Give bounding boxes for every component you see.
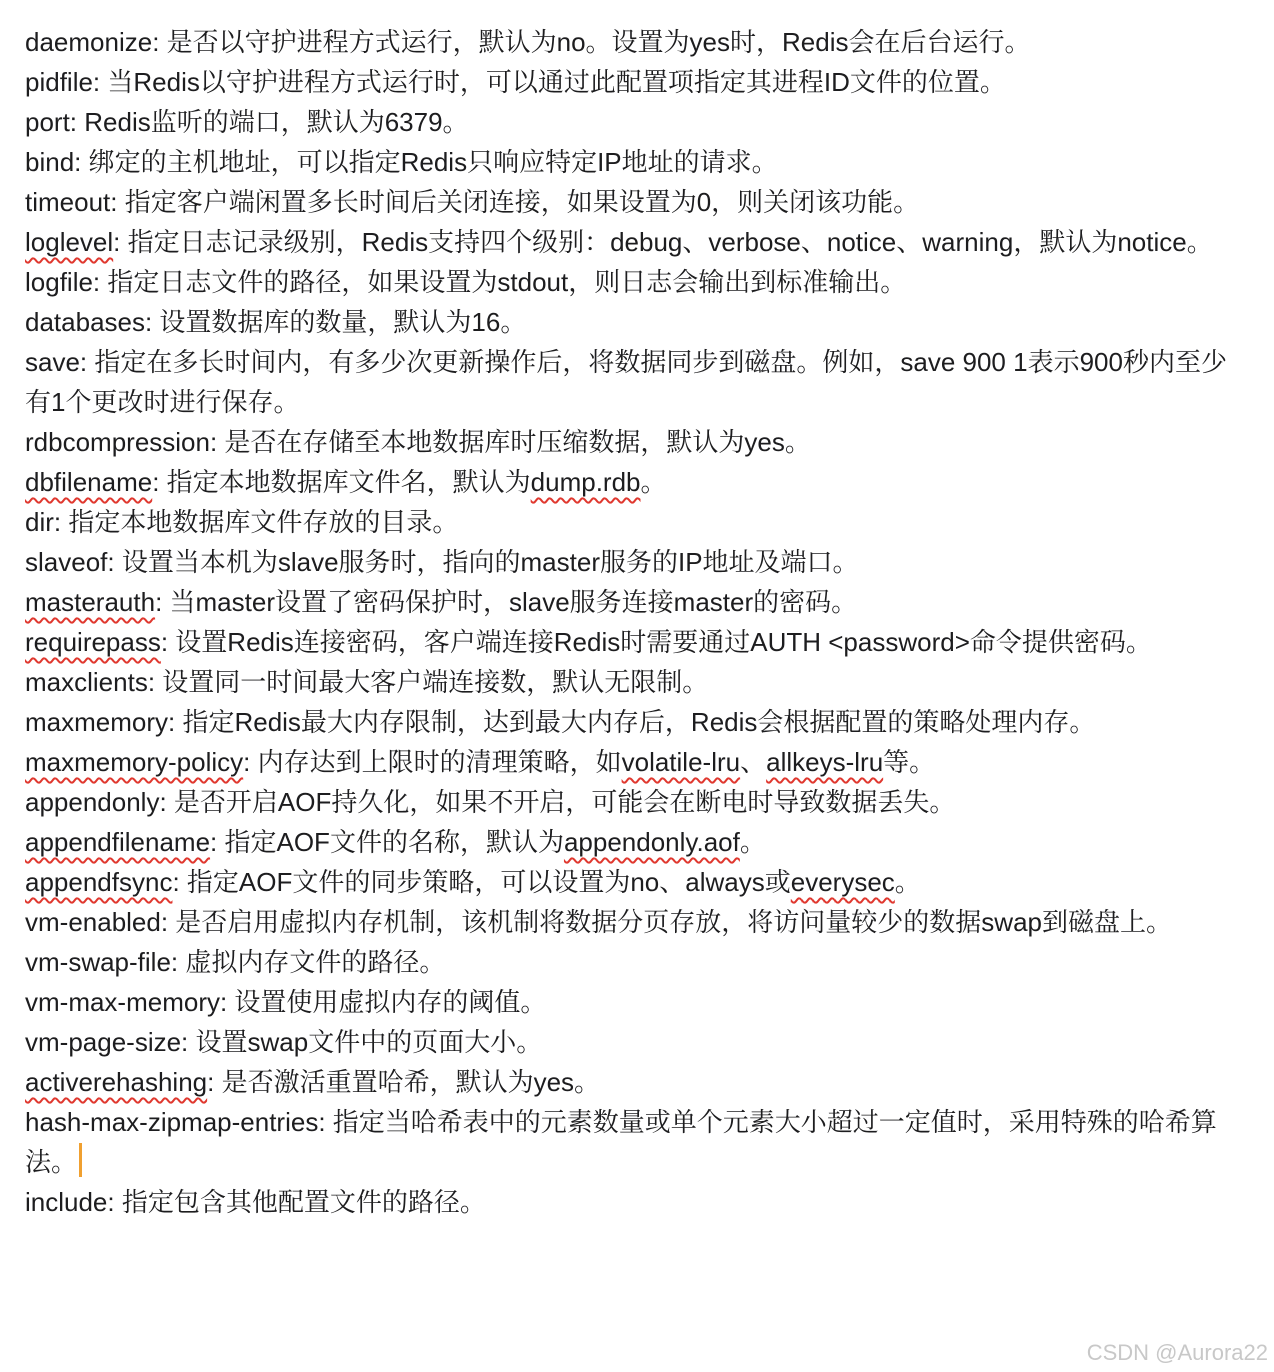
text-line [25, 302, 1230, 342]
text-segment: : 是否激活重置哈希，默认为yes。 [207, 1067, 601, 1097]
text-segment: save: 指定在多长时间内，有多少次更新操作后，将数据同步到磁盘。例如，save 900 1表示900秒内至少有1个更改时进行保存。 [25, 347, 1227, 417]
spellcheck-flagged-word: requirepass [25, 627, 161, 657]
text-segment: hash-max-zipmap-entries: 指定当哈希表中的元素数量或单个元素大小超过一定值时，采用特殊的哈希算法。 [25, 1107, 1217, 1177]
spellcheck-flagged-word: everysec [790, 867, 895, 897]
text-line [25, 622, 1230, 662]
text-segment: daemonize: 是否以守护进程方式运行，默认为no。设置为yes时，Redis会在后台运行。 [25, 27, 1031, 57]
text-segment: : 指定AOF文件的名称，默认为 [210, 827, 564, 857]
text-segment: rdbcompression: 是否在存储至本地数据库时压缩数据，默认为yes。 [25, 427, 811, 457]
text-line [25, 1022, 1230, 1062]
text-line [25, 1062, 1230, 1102]
spellcheck-flagged-word: appendfsync [25, 867, 173, 897]
text-line [25, 62, 1230, 102]
text-segment: vm-enabled: 是否启用虚拟内存机制，该机制将数据分页存放，将访问量较少的数据swap到磁盘上。 [25, 907, 1172, 937]
text-line [25, 462, 1230, 502]
text-line [25, 782, 1230, 822]
text-line [25, 942, 1230, 982]
text-line [25, 742, 1230, 782]
text-segment: maxmemory: 指定Redis最大内存限制，达到最大内存后，Redis会根据配置的策略处理内存。 [25, 707, 1096, 737]
text-line [25, 502, 1230, 542]
text-line [25, 702, 1230, 742]
text-segment: : 指定本地数据库文件名，默认为 [152, 467, 531, 497]
text-line [25, 862, 1230, 902]
text-line [25, 1182, 1230, 1222]
text-segment: databases: 设置数据库的数量，默认为16。 [25, 307, 527, 337]
text-segment: port: Redis监听的端口，默认为6379。 [25, 107, 469, 137]
text-segment: 、 [740, 747, 767, 777]
text-line [25, 222, 1230, 262]
text-line [25, 542, 1230, 582]
document-body[interactable] [25, 22, 1230, 1222]
spellcheck-flagged-word: appendfilename [25, 827, 211, 857]
text-segment: 等。 [883, 747, 936, 777]
text-line [25, 102, 1230, 142]
spellcheck-flagged-word: dbfilename [25, 467, 153, 497]
text-segment: : 指定日志记录级别，Redis支持四个级别：debug、verbose、notice、warning，默认为notice。 [113, 227, 1213, 257]
watermark: CSDN @Aurora22 [1086, 1340, 1268, 1365]
spellcheck-flagged-word: activerehashing [25, 1067, 208, 1097]
text-segment: : 指定AOF文件的同步策略，可以设置为no、always或 [172, 867, 791, 897]
text-segment: vm-swap-file: 虚拟内存文件的路径。 [25, 947, 446, 977]
text-segment: timeout: 指定客户端闲置多长时间后关闭连接，如果设置为0，则关闭该功能。 [25, 187, 920, 217]
spellcheck-flagged-word: loglevel [25, 227, 114, 257]
text-segment: include: 指定包含其他配置文件的路径。 [25, 1187, 486, 1217]
text-line [25, 1102, 1230, 1182]
text-segment: : 内存达到上限时的清理策略，如 [243, 747, 622, 777]
text-segment: : 设置Redis连接密码，客户端连接Redis时需要通过AUTH <password>命令提供密码。 [160, 627, 1152, 657]
spellcheck-flagged-word: appendonly.aof [563, 827, 740, 857]
text-line [25, 342, 1230, 422]
text-line [25, 422, 1230, 462]
text-segment: vm-max-memory: 设置使用虚拟内存的阈值。 [25, 987, 547, 1017]
text-line [25, 662, 1230, 702]
text-line [25, 982, 1230, 1022]
text-segment: appendonly: 是否开启AOF持久化，如果不开启，可能会在断电时导致数据丢失。 [25, 787, 956, 817]
text-cursor [79, 1143, 82, 1177]
spellcheck-flagged-word: masterauth [25, 587, 156, 617]
spellcheck-flagged-word: volatile-lru [621, 747, 741, 777]
text-segment: vm-page-size: 设置swap文件中的页面大小。 [25, 1027, 543, 1057]
text-line [25, 142, 1230, 182]
text-segment: 。 [640, 467, 667, 497]
spellcheck-flagged-word: allkeys-lru [766, 747, 884, 777]
text-segment: 。 [739, 827, 766, 857]
text-segment: maxclients: 设置同一时间最大客户端连接数，默认无限制。 [25, 667, 709, 697]
text-segment: logfile: 指定日志文件的路径，如果设置为stdout，则日志会输出到标准输出。 [25, 267, 907, 297]
text-line [25, 22, 1230, 62]
text-segment: 。 [894, 867, 921, 897]
text-line [25, 902, 1230, 942]
text-segment: dir: 指定本地数据库文件存放的目录。 [25, 507, 459, 537]
spellcheck-flagged-word: dump.rdb [530, 467, 641, 497]
text-line [25, 182, 1230, 222]
text-segment: bind: 绑定的主机地址，可以指定Redis只响应特定IP地址的请求。 [25, 147, 778, 177]
text-segment: slaveof: 设置当本机为slave服务时，指向的master服务的IP地址及端口。 [25, 547, 859, 577]
text-segment: pidfile: 当Redis以守护进程方式运行时，可以通过此配置项指定其进程ID文件的位置。 [25, 67, 1006, 97]
text-segment: : 当master设置了密码保护时，slave服务连接master的密码。 [155, 587, 858, 617]
text-line [25, 262, 1230, 302]
text-line [25, 822, 1230, 862]
text-line [25, 582, 1230, 622]
spellcheck-flagged-word: maxmemory-policy [25, 747, 244, 777]
